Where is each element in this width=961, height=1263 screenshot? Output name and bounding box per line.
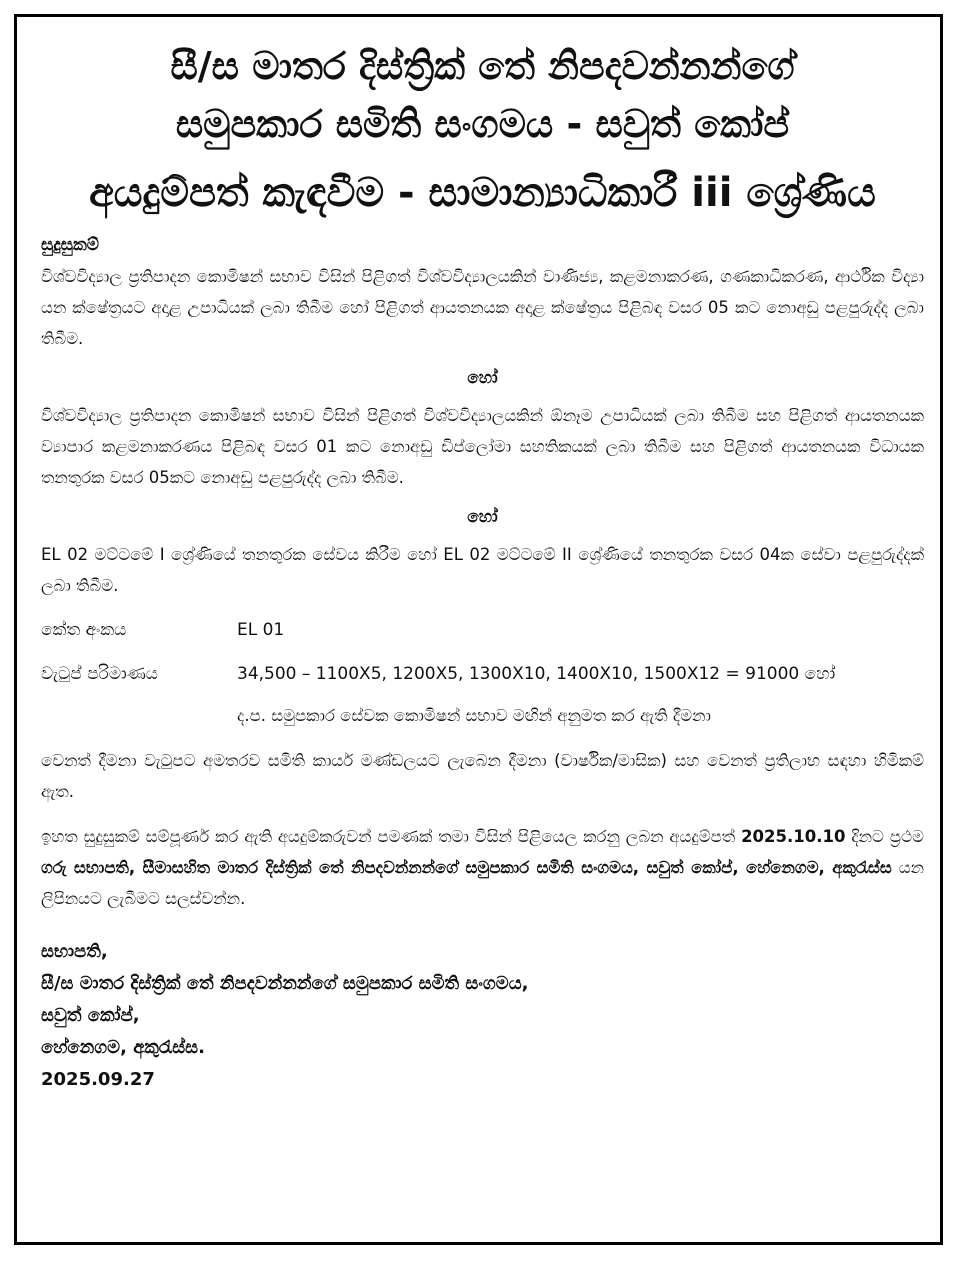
code-value: EL 01 xyxy=(237,620,285,640)
code-row xyxy=(35,615,930,645)
advertisement-frame xyxy=(14,14,943,1245)
application-text-b: දිනට ප්‍රථම xyxy=(845,827,924,846)
or-separator-1: හෝ xyxy=(467,368,498,388)
application-text-a: ඉහත සුදුසුකම් සම්පූර්ණ කර ඇති අයදුම්කරුවන් පමණක් තමා විසින් පිළියෙල කරනු ලබන අයදුම්පත් xyxy=(41,827,742,846)
qualification-option-2: විශ්වවිද්‍යාල ප්‍රතිපාදන කොමිෂන් සභාව විසින් පිළිගත් විශ්වවිද්‍යාලයකින් ඕනෑම උපාධියක් ලබා තිබීම සහ පිළිගත් ආයතනයක ව්‍යාපාර කළමනාකරණය පිළිබඳ වසර 01 කට නොඅඩු ඩිප්ලෝමා සහතිකයක් ලබා තිබීම සහ පිළිගත් ආයතනයක විධායක තනතුරක වසර 05කට නොඅඩු පළපුරුද්ද ලබා තිබීම. xyxy=(41,406,924,487)
org-name-line1: සී/ස මාතර දිස්ත්‍රික් තේ නිපදවන්නන්ගේ xyxy=(170,44,795,88)
application-text-c: යන ලිපිනයට ලැබීමට සලස්වන්න. xyxy=(41,858,924,908)
allowance-text: වෙනත් දීමනා වැටුපට අමතරව සමිති කාර්ය මණ්ඩලයට ලැබෙන දීමනා (වාර්ෂික/මාසික) සහ වෙනත් ප්‍රතිලාභ සඳහා හිමිකම් ඇත. xyxy=(41,751,924,801)
salary-row xyxy=(35,659,930,689)
qualification-option-1: විශ්වවිද්‍යාල ප්‍රතිපාදන කොමිෂන් සභාව විසින් පිළිගත් විශ්වවිද්‍යාලයකින් වාණිජ්‍ය, කළමනාකරණ, ගණකාධිකරණ, ආර්ථික විද්‍යා යන ක්ෂේත්‍රයට අදාළ උපාධියක් ලබා තිබීම හෝ පිළිගත් ආයතනයක අදාළ ක්ෂේත්‍රය පිළිබඳ වසර 05 කට නොඅඩු පළපුරුද්ද ලබා තිබීම. xyxy=(41,267,924,348)
qualifications-heading: සුදුසුකම් xyxy=(41,235,100,255)
qualification-option-3: EL 02 මට්ටමේ I ශ්‍රේණියේ තනතුරක සේවය කිරීම හෝ EL 02 මට්ටමේ II ශ්‍රේණියේ තනතුරක වසර 04ක සේවා පළපුරුද්දක් ලබා තිබීම. xyxy=(41,545,924,595)
closing-date: 2025.10.10 xyxy=(741,827,846,846)
org-name-line2: සමුපකාර සමිති සංගමය - සවුත් කෝප් xyxy=(175,102,790,146)
advertisement-content xyxy=(35,37,930,1096)
salary-note: ද.ප. සමුපකාර සේවක කොමිෂන් සභාව මඟින් අනුමත කර ඇති දීමනා xyxy=(237,706,711,725)
code-label: කේත අංකය xyxy=(41,620,127,640)
signature-org: සී/ස මාතර දිස්ත්‍රික් තේ නිපදවන්නන්ගේ සමුපකාර සමිති සංගමය, xyxy=(41,973,529,994)
signature-block xyxy=(35,936,930,1096)
salary-label: වැටුප් පරිමාණය xyxy=(41,664,159,684)
application-address: ගරු සභාපති, සීමාසහිත මාතර දිස්ත්‍රික් තේ නිපදවන්නන්ගේ සමුපකාර සමිති සංගමය, සවුත් කෝප්, හේනෙගම, අකුරැස්ස xyxy=(41,858,892,877)
signature-date: 2025.09.27 xyxy=(41,1069,155,1090)
application-instructions xyxy=(35,821,930,914)
signature-address: හේනෙගම, අකුරැස්ස. xyxy=(41,1037,205,1058)
or-separator-2: හෝ xyxy=(467,507,498,527)
signature-title: සභාපති, xyxy=(41,941,108,962)
page-title: අයදුම්පත් කැඳවීම - සාමාන්‍යාධිකාරී iii ශ්‍රේණිය xyxy=(89,170,876,216)
signature-org-short: සවුත් කෝප්, xyxy=(41,1005,140,1026)
salary-value: 34,500 – 1100X5, 1200X5, 1300X10, 1400X10, 1500X12 = 91000 හෝ xyxy=(237,664,836,684)
